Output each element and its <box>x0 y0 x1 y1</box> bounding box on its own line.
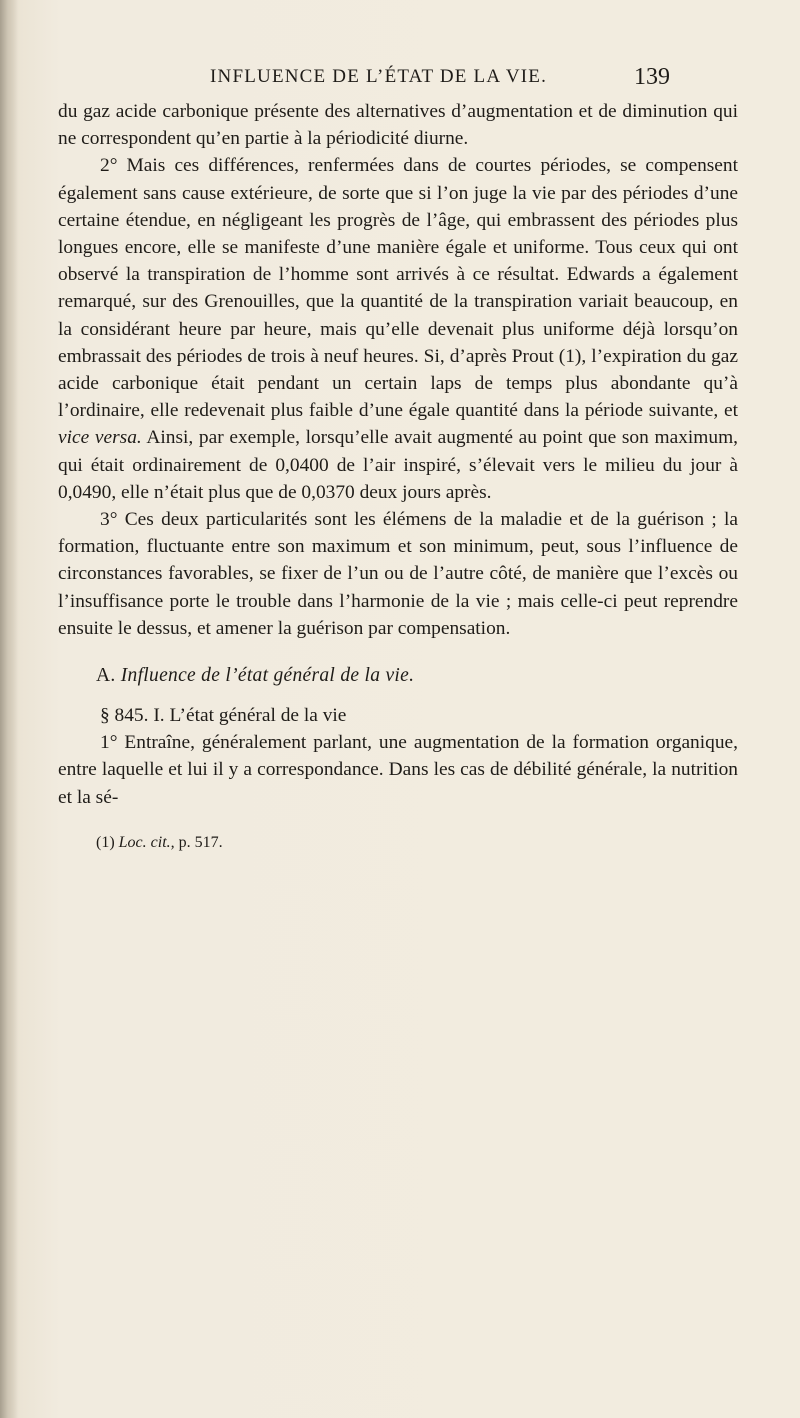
footnote-number: (1) <box>96 834 115 851</box>
section-letter: A. <box>96 665 116 686</box>
section-heading <box>96 665 736 687</box>
vice-versa-italic: vice versa. <box>58 427 142 449</box>
footnote <box>96 834 223 852</box>
main-body-text <box>58 98 738 642</box>
paragraph-2-text: 2° Mais ces différences, renfermées dans de courtes périodes, se compensent également sans cause extérieure, de sorte que si l’on juge la vie par des périodes d’une certaine étendue, en négligeant les progrès de l’âge, qui embrassent des périodes plus longues encore, elle se manifeste d’une manière égale et uniforme. Tous ceux qui ont observé la transpiration de l’homme sont arrivés à ce résultat. Edwards a également remarqué, sur des Grenouilles, que la quantité de la transpiration variait beaucoup, en la considérant heure par heure, mais qu’elle devenait plus uniforme déjà lorsqu’on embrassait des périodes de trois à neuf heures. Si, d’après Prout <box>58 155 738 367</box>
section-heading-text: Influence de l’état général de la vie. <box>120 665 415 686</box>
paragraph-2 <box>58 152 738 506</box>
section-content <box>58 702 738 811</box>
page-number: 139 <box>634 64 670 90</box>
footnote-page: p. 517. <box>178 834 223 851</box>
section-title: § 845. I. L’état général de la vie <box>100 705 347 726</box>
footnote-reference: (1) <box>558 345 582 367</box>
footnote-citation: Loc. cit., <box>118 834 175 851</box>
paragraph-3: 3° Ces deux particularités sont les élémens de la maladie et de la guérison ; la formation, fluctuante entre son maximum et son minimum, peut, sous l’influence de circonstances favorables, se fixer de l’un ou de l’autre côté, de manière que l’excès ou l’insuffisance porte le trouble dans l’harmonie de la vie ; mais celle-ci peut reprendre ensuite le dessus, et amener la guérison par compensation. <box>58 509 738 639</box>
paragraph-2-text-after-reference: , l’expiration du gaz acide carbonique était pendant un certain laps de temps plus abondante qu’à l’ordinaire, elle redevenait plus faible d’une égale quantité dans la période suivante, et <box>58 345 738 422</box>
running-title: INFLUENCE DE L’ÉTAT DE LA VIE. <box>210 66 548 87</box>
paragraph-continuation: du gaz acide carbonique présente des alternatives d’augmentation et de diminution qui ne correspondent qu’en partie à la périodicité diurne. <box>58 101 738 150</box>
page-header <box>210 66 670 96</box>
paragraph-2-conclusion: Ainsi, par exemple, lorsqu’elle avait augmenté au point que son maximum, qui était ordinairement de 0,0400 de l’air inspiré, s’élevait vers le milieu du jour à 0,0490, elle n’était plus que de 0,0370 deux jours après. <box>58 427 738 503</box>
section-paragraph-1: 1° Entraîne, généralement parlant, une augmentation de la formation organique, entre laquelle et lui il y a correspondance. Dans les cas de débilité générale, la nutrition et la sé- <box>58 732 738 808</box>
page-binding-edge <box>0 0 18 1418</box>
